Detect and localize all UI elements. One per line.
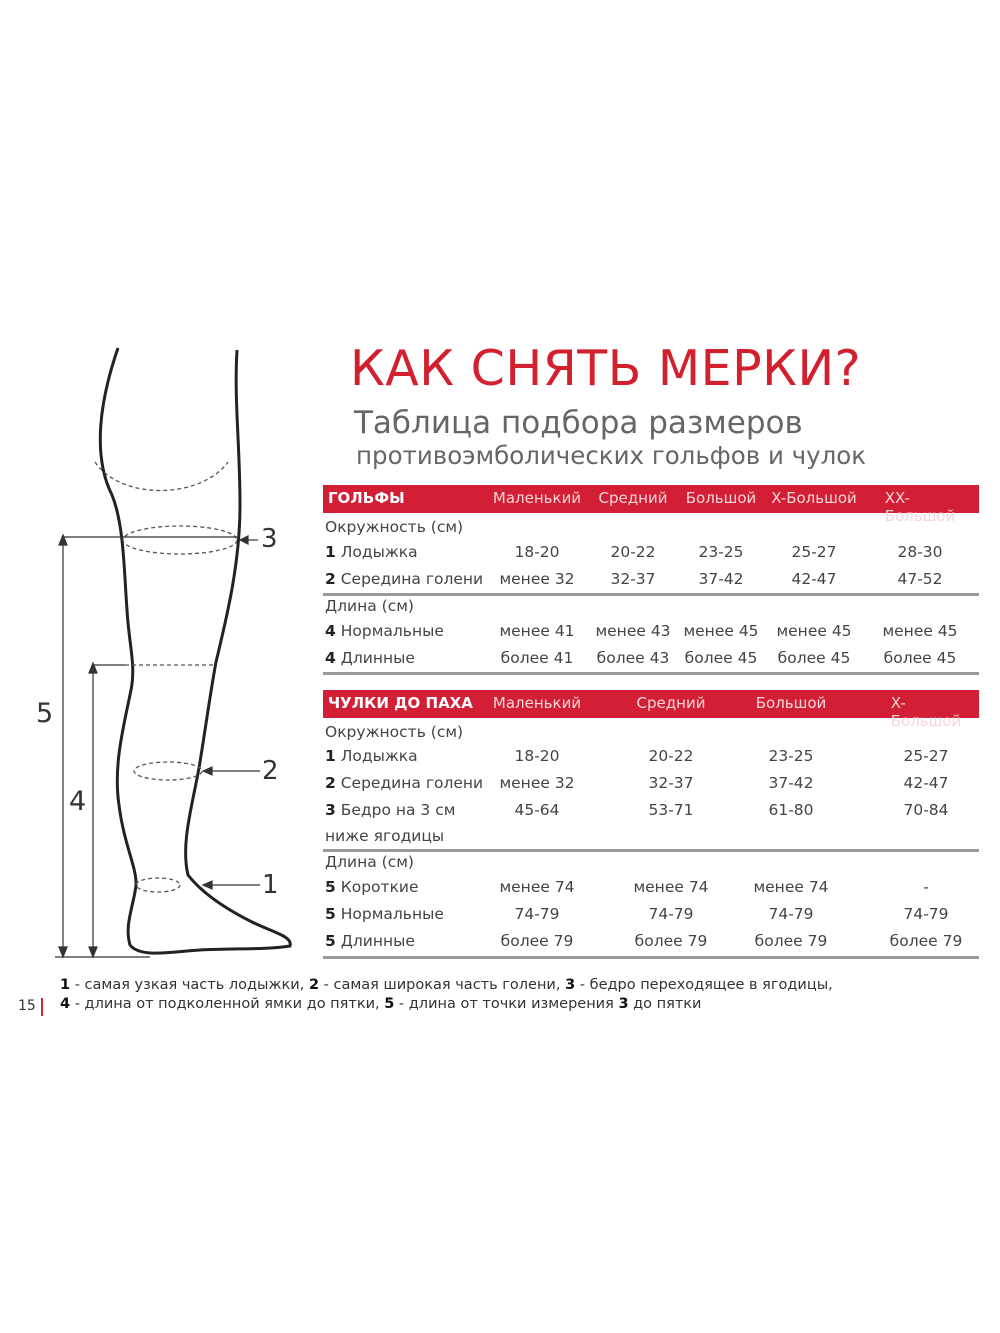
row-label: [325, 622, 444, 640]
table-cell: более 45: [883, 649, 957, 667]
table-cell: 61-80: [768, 801, 814, 819]
footnote-text: - длина от точки измерения: [394, 996, 619, 1012]
table-cell: менее 32: [499, 774, 575, 792]
table-cell: менее 74: [633, 878, 709, 896]
table-cell: 23-25: [698, 543, 744, 561]
subtitle: Таблица подбора размеров: [354, 405, 803, 441]
row-name: Длинные: [340, 932, 415, 950]
table-header: [323, 485, 979, 525]
table-cell: менее 74: [753, 878, 829, 896]
footnote-number: 3: [565, 977, 576, 993]
table-cell: менее 45: [776, 622, 852, 640]
row-name: Середина голени: [340, 570, 484, 588]
ankle-measure-ellipse: [136, 878, 180, 892]
hip-dashed-line: [95, 462, 228, 491]
table-cell: менее 45: [683, 622, 759, 640]
table-cell: 45-64: [514, 801, 560, 819]
table-cell: 28-30: [897, 543, 943, 561]
leg-outline: [100, 348, 290, 953]
table-cell: более 41: [500, 649, 574, 667]
row-number: 2: [325, 570, 336, 588]
row-number: 1: [325, 543, 336, 561]
label-3: 3: [261, 524, 278, 554]
footnote-number: 2: [308, 977, 320, 993]
table-header: [323, 690, 979, 730]
table-cell: 37-42: [768, 774, 814, 792]
row-name: Нормальные: [340, 905, 444, 923]
row-name: Длинные: [340, 649, 415, 667]
table-cell: 53-71: [648, 801, 694, 819]
table-cell: 42-47: [791, 570, 837, 588]
table-cell: 25-27: [903, 747, 949, 765]
row-label: [325, 747, 418, 765]
page-number-divider: [41, 998, 43, 1016]
row-name: Бедро на 3 см: [340, 801, 456, 819]
label-4: 4: [69, 786, 87, 817]
subtitle-secondary: противоэмболических гольфов и чулок: [356, 441, 867, 470]
section-label: Длина (см): [325, 597, 414, 615]
table-header-title: ЧУЛКИ ДО ПАХА: [328, 694, 473, 712]
divider: [323, 672, 979, 675]
section-label: Длина (см): [325, 853, 414, 871]
table-cell: 74-79: [514, 905, 560, 923]
section-label: Окружность (см): [325, 518, 464, 536]
label-1: 1: [262, 870, 279, 900]
table-cell: менее 43: [595, 622, 671, 640]
row-label: [325, 649, 415, 667]
table-cell: более 79: [754, 932, 828, 950]
table-cell: 18-20: [514, 747, 560, 765]
row-name: Середина голени: [340, 774, 484, 792]
size-column-header: X-Большой: [890, 694, 962, 730]
size-column-header: Средний: [636, 694, 706, 712]
table-cell: более 45: [777, 649, 851, 667]
footnote-number: 4: [60, 996, 71, 1012]
size-column-header: XX-Большой: [884, 489, 956, 525]
thigh-measure-ellipse: [123, 526, 237, 554]
label-2: 2: [262, 756, 279, 786]
row-label: [325, 801, 455, 819]
divider: [323, 593, 979, 596]
table-cell: более 45: [684, 649, 758, 667]
row-name: Нормальные: [340, 622, 444, 640]
table-cell: 70-84: [903, 801, 949, 819]
table-cell: 42-47: [903, 774, 949, 792]
table-cell: 18-20: [514, 543, 560, 561]
page-number: 15: [18, 998, 36, 1014]
footnote-text: - самая широкая часть голени,: [319, 977, 566, 993]
table-cell: 32-37: [610, 570, 656, 588]
footnote-text: - длина от подколенной ямки до пятки,: [70, 996, 385, 1012]
row-label: [325, 570, 483, 588]
row-number: 4: [325, 649, 336, 667]
size-column-header: Средний: [598, 489, 668, 507]
footnote-number: 5: [384, 996, 395, 1012]
row-number: 4: [325, 622, 336, 640]
label-5: 5: [36, 698, 54, 729]
footnote-number: 1: [60, 977, 71, 993]
row-number: 5: [325, 905, 336, 923]
footnote-text: - самая узкая часть лодыжки,: [70, 977, 309, 993]
table-cell: 23-25: [768, 747, 814, 765]
table-cell: 20-22: [610, 543, 656, 561]
page-title: КАК СНЯТЬ МЕРКИ?: [350, 340, 862, 397]
footnote-line-2: [60, 996, 701, 1012]
row-name: Лодыжка: [340, 543, 418, 561]
table-cell: более 43: [596, 649, 670, 667]
footnote-line-1: [60, 977, 833, 993]
table-cell: 74-79: [903, 905, 949, 923]
row-label: [325, 932, 415, 950]
size-column-header: Большой: [755, 694, 827, 712]
table-cell: 74-79: [648, 905, 694, 923]
footnote-text: до пятки: [628, 996, 702, 1012]
table-cell: более 79: [500, 932, 574, 950]
table-cell: 37-42: [698, 570, 744, 588]
row-label: [325, 774, 483, 792]
row-label-continued: ниже ягодицы: [325, 827, 445, 845]
section-label: Окружность (см): [325, 723, 464, 741]
row-label: [325, 543, 418, 561]
size-column-header: X-Большой: [771, 489, 857, 507]
footnote-text: - бедро переходящее в ягодицы,: [575, 977, 833, 993]
calf-measure-ellipse: [134, 762, 202, 780]
divider: [323, 956, 979, 959]
row-name: Лодыжка: [340, 747, 418, 765]
footnote-number: 3: [618, 996, 629, 1012]
table-cell: 47-52: [897, 570, 943, 588]
table-cell: 74-79: [768, 905, 814, 923]
table-cell: 20-22: [648, 747, 694, 765]
table-cell: -: [923, 878, 929, 896]
table-cell: более 79: [889, 932, 963, 950]
row-number: 2: [325, 774, 336, 792]
row-label: [325, 905, 444, 923]
size-column-header: Маленький: [492, 694, 582, 712]
row-number: 1: [325, 747, 336, 765]
row-number: 3: [325, 801, 336, 819]
divider: [323, 849, 979, 852]
table-cell: менее 74: [499, 878, 575, 896]
table-cell: менее 41: [499, 622, 575, 640]
table-cell: менее 45: [882, 622, 958, 640]
table-header-title: ГОЛЬФЫ: [328, 489, 405, 507]
table-cell: менее 32: [499, 570, 575, 588]
size-column-header: Маленький: [492, 489, 582, 507]
row-label: [325, 878, 419, 896]
table-cell: 25-27: [791, 543, 837, 561]
row-name: Короткие: [340, 878, 419, 896]
leg-diagram: [0, 0, 320, 980]
row-number: 5: [325, 878, 336, 896]
size-column-header: Большой: [685, 489, 757, 507]
table-cell: более 79: [634, 932, 708, 950]
table-cell: 32-37: [648, 774, 694, 792]
row-number: 5: [325, 932, 336, 950]
